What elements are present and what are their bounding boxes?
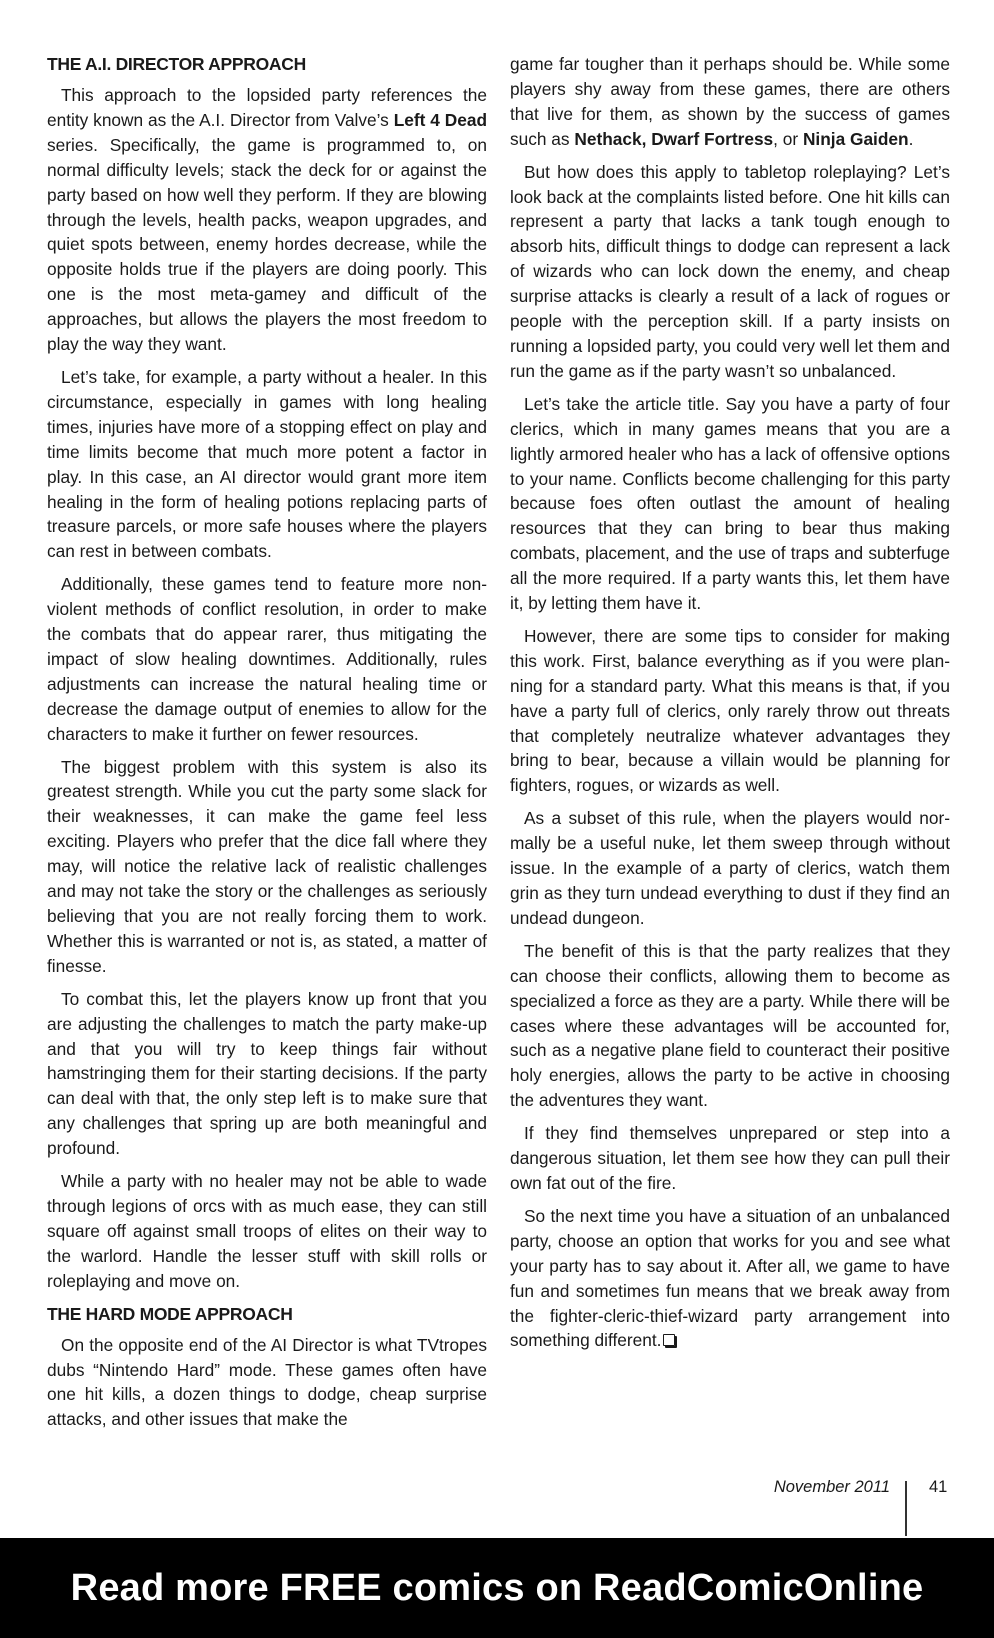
text-run: series. Specifically, the game is programmed to, on normal difficulty levels; stack the deck for or against the party based on how well they perform. If they are blowing through the levels, health packs, weapon upgrades, and quiet spots between, enemy hordes decrease, while the opposite holds true if the players are doing poorly. This one is the most meta-gamey and difficult of the approaches, but allows the players the most freedom to play the way they want.: [47, 134, 487, 355]
paragraph: While a party with no healer may not be able to wade through legions of orcs with as much ease, they can still square off against small troops of elites on their way to the warlord. Handle the lesser stuff with skill rolls or roleplaying and move on.: [47, 1171, 487, 1291]
paragraph: On the opposite end of the AI Director is what TVtropes dubs “Nintendo Hard” mode. These games often have one hit kills, a dozen things to dodge, cheap surprise attacks, and other issues that make the: [47, 1334, 487, 1430]
paragraph: But how does this apply to tabletop roleplaying? Let’s look back at the complaints listed before. One hit kills can represent a party that lacks a tank tough enough to absorb hits, difficult things to dodge can represent a lack of wizards who can lock down the enemy, and cheap surprise attacks is clearly a result of a lack of rogues or people with the perception skill. If a party insists on running a lopsided party, you could very well let them and run the game as if the party wasn’t so unbalanced.: [510, 161, 950, 381]
text-run: game far tougher than it perhaps should be. While some players shy away from these games, there are others that live for them, as shown by the success of games such as: [510, 54, 950, 149]
game-titles-nethack-dwarf-fortress: Nethack, Dwarf Fortress: [574, 128, 774, 149]
promo-banner-text[interactable]: Read more FREE comics on ReadComicOnline: [70, 1566, 924, 1609]
paragraph: However, there are some tips to consider for making this work. First, balance everything as if you were planning for a standard party. What this means is that, if you have a party full of clerics, only rarely throw out threats that completely neutralize whatever advantages they bring to bear, because a villain would be planning for fighters, rogues, or wizards as well.: [510, 625, 950, 796]
text-run: So the next time you have a situation of an unbalanced party, choose an option that works for you and see what your party has to say about it. After all, we game to have fun and sometimes fun means that we break away from the fighter-cleric-thief-wizard party arrangement into something different.: [510, 1205, 950, 1351]
left-column: [47, 52, 487, 1440]
paragraph: As a subset of this rule, when the players would normally be a useful nuke, let them sweep through without issue. In the example of a party of clerics, watch them grin as they turn undead everything to dust if they find an undead dungeon.: [510, 808, 950, 928]
end-of-article-icon: [663, 1334, 675, 1346]
section-heading-ai-director: THE A.I. DIRECTOR APPROACH: [47, 54, 306, 74]
paragraph: To combat this, let the players know up front that you are adjusting the challenges to match the party make-up and that you will try to keep things fair without hamstringing them for their starting decisions. If the party can deal with that, the only step left is to make sure that any challenges that spring up are both meaningful and profound.: [47, 988, 487, 1159]
paragraph: [510, 52, 950, 152]
paragraph: The benefit of this is that the party realizes that they can choose their conflicts, allowing them to become as specialized a force as they are a party. While there will be cases where these advantages will be accounted for, such as a negative plane field to counteract their positive holy energies, allows the party to be active in choosing the adventures they want.: [510, 940, 950, 1111]
text-run: This approach to the lopsided party references the entity known as the A.I. Director from Valve’s: [47, 85, 487, 130]
paragraph: The biggest problem with this system is also its greatest strength. While you cut the party some slack for their weaknesses, it can make the game feel less exciting. Players who prefer that the dice fall where they may, will notice the relative lack of realistic challenges and may not take the story or the challenges as seriously believing that you are not really forcing them to work. Whether this is warranted or not is, as stated, a matter of finesse.: [47, 756, 487, 976]
game-title-left4dead: Left 4 Dead: [393, 109, 488, 130]
paragraph: Let’s take, for example, a party without a healer. In this circumstance, especially in games with long healing times, injuries have more of a stopping effect on play and time limits become that much more potent a factor in play. In this case, an AI director would grant more item healing in the form of healing potions replacing parts of treasure parcels, or more safe houses where the players can rest in between combats.: [47, 366, 487, 562]
text-run: .: [908, 128, 914, 149]
paragraph: If they find themselves unprepared or step into a dangerous situation, let them see how they can pull their own fat out of the fire.: [510, 1123, 950, 1193]
section-heading-hard-mode: THE HARD MODE APPROACH: [47, 1303, 293, 1324]
right-column: [510, 52, 950, 1361]
page-number: 41: [929, 1478, 948, 1496]
text-run: , or: [773, 128, 803, 149]
game-title-ninja-gaiden: Ninja Gaiden: [802, 128, 909, 149]
promo-banner[interactable]: [0, 1538, 994, 1638]
issue-date: November 2011: [773, 1478, 890, 1496]
paragraph: [510, 1204, 950, 1353]
footer-divider: [905, 1481, 907, 1536]
paragraph: Let’s take the article title. Say you have a party of four clerics, which in many games means that you are a lightly armored healer who has a lack of offensive options to your name. Conflicts become challenging for this party because foes often outlast the amount of healing resources that they can bring to bear thus making combats, placement, and the use of traps and subterfuge all the more required. If a party wants this, let them have it, by letting them have it.: [510, 393, 950, 614]
paragraph: [47, 83, 487, 357]
paragraph: Additionally, these games tend to feature more nonviolent methods of conflict resolution, in order to make the combats that do appear rarer, thus mitigating the impact of slow healing downtimes. Additionally, rules adjustments can increase the natural healing time or decrease the damage output of enemies to allow for the characters to make it further on fewer resources.: [47, 574, 487, 744]
